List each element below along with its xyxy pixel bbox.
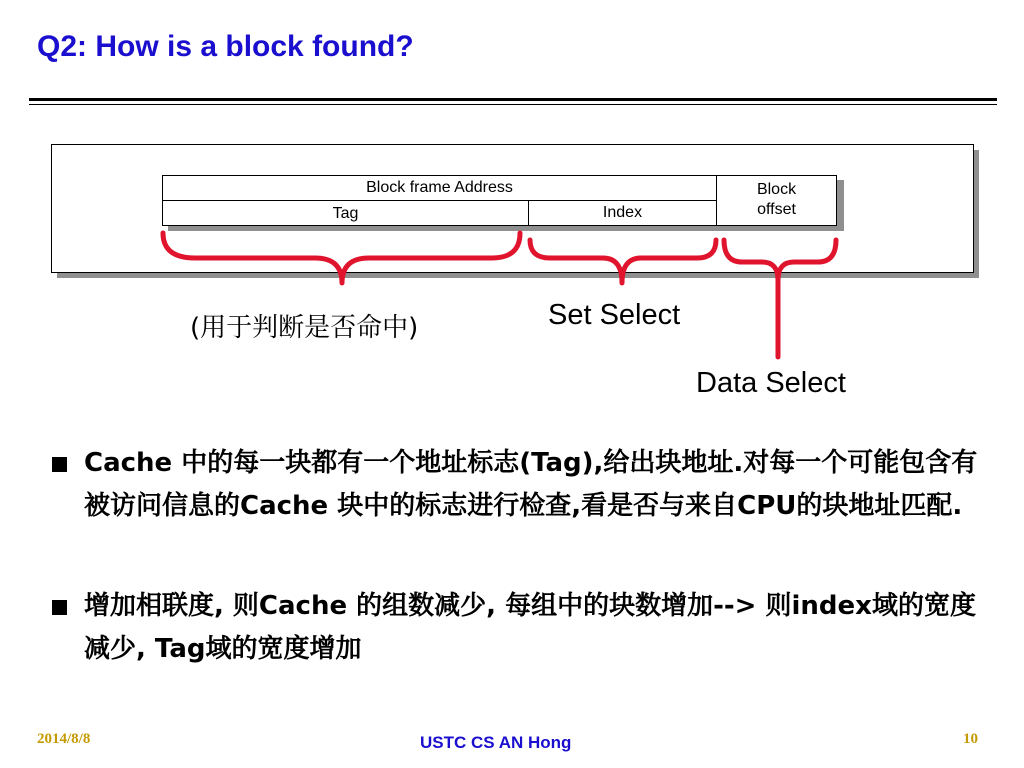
bullet-item <box>52 585 997 671</box>
index-brace <box>530 240 716 283</box>
offset-brace <box>724 240 836 280</box>
data-select-label: Data Select <box>696 367 846 399</box>
bullet-text: 增加相联度, 则Cache 的组数减少, 每组中的块数增加--> 则index域的宽度减少, Tag域的宽度增加 <box>84 591 976 664</box>
tag-brace <box>163 233 520 283</box>
bullet-item <box>52 442 997 528</box>
footer-date: 2014/8/8 <box>37 731 91 747</box>
block-frame-address-field: Block frame Address <box>162 175 717 201</box>
set-select-label: Set Select <box>548 299 681 331</box>
footer-author: USTC CS AN Hong <box>420 733 572 752</box>
tag-note-label: (用于判断是否命中) <box>190 313 419 343</box>
block-offset-field: Block offset <box>716 175 837 226</box>
slide-title: Q2: How is a block found? <box>37 30 414 63</box>
square-bullet-icon <box>52 600 67 615</box>
square-bullet-icon <box>52 457 67 472</box>
page-number: 10 <box>963 731 978 747</box>
tag-field: Tag <box>162 200 529 226</box>
bullet-text: Cache 中的每一块都有一个地址标志(Tag),给出块地址.对每一个可能包含有被访问信息的Cache 块中的标志进行检查,看是否与来自CPU的块地址匹配. <box>84 448 978 521</box>
index-field: Index <box>528 200 717 226</box>
